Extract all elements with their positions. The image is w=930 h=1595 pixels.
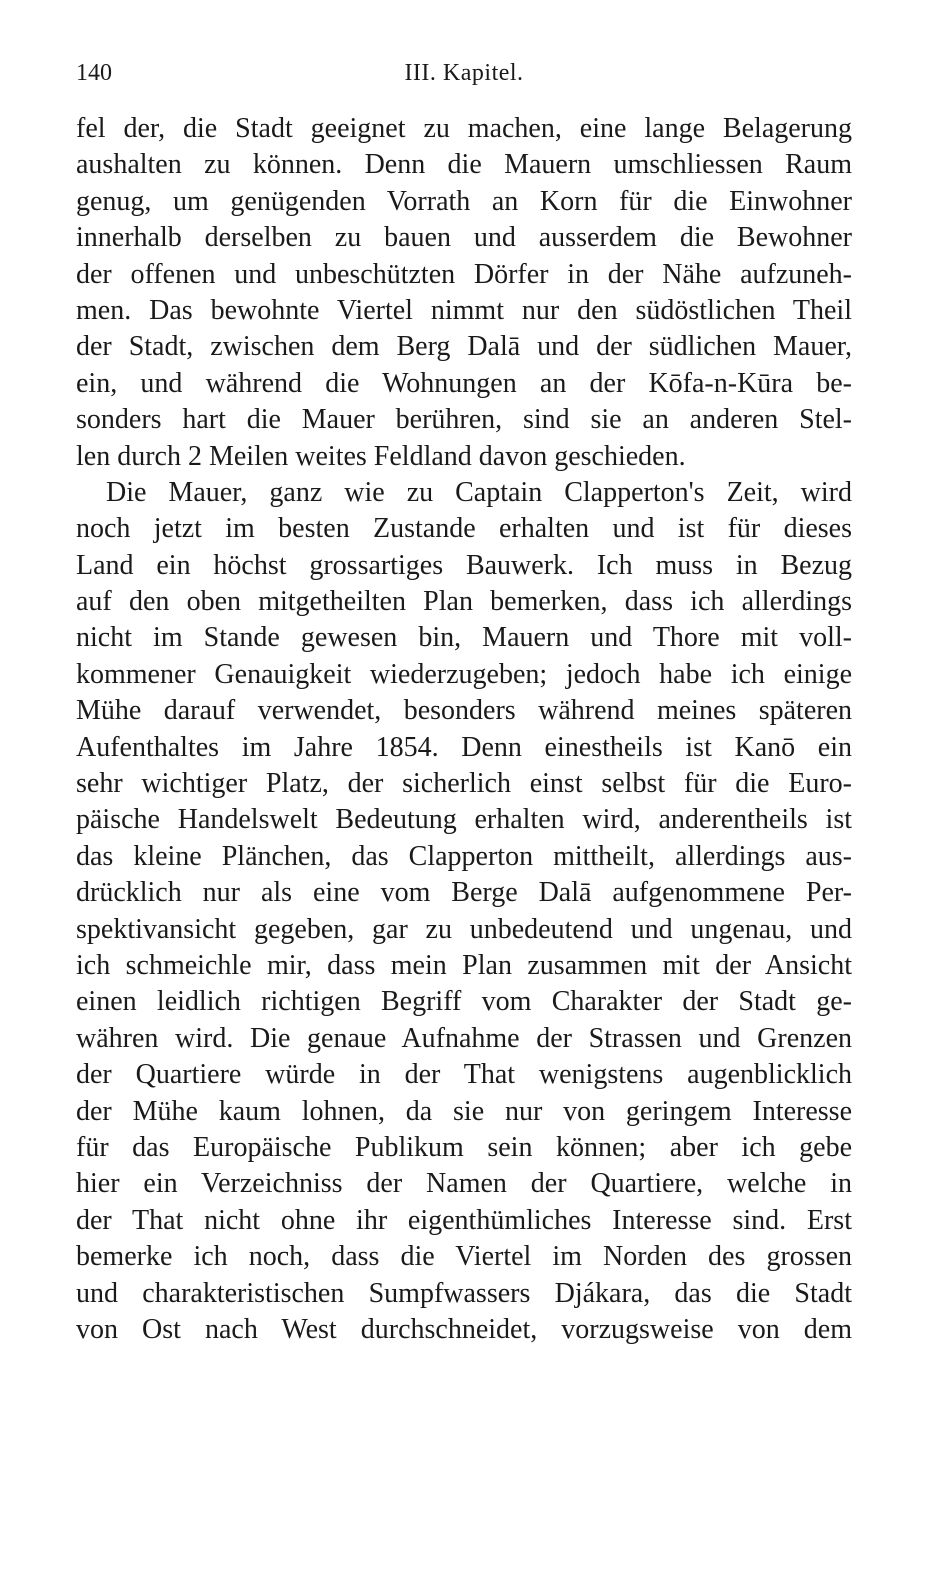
text-line: der That nicht ohne ihr eigenthümliches Interesse sind. Erst bbox=[76, 1204, 852, 1236]
body-text bbox=[76, 111, 852, 1348]
text-line: Die Mauer, ganz wie zu Captain Clapperton's Zeit, wird bbox=[106, 476, 852, 508]
text-line: ich schmeichle mir, dass mein Plan zusammen mit der Ansicht bbox=[76, 949, 852, 981]
text-line: und charakteristischen Sumpfwassers Djákara, das die Stadt bbox=[76, 1277, 852, 1309]
text-line: einen leidlich richtigen Begriff vom Charakter der Stadt ge- bbox=[76, 986, 852, 1018]
running-head: III. Kapitel. bbox=[404, 60, 524, 86]
text-line: sehr wichtiger Platz, der sicherlich einst selbst für die Euro- bbox=[76, 768, 852, 800]
text-line: kommener Genauigkeit wiederzugeben; jedoch habe ich einige bbox=[76, 658, 852, 690]
paragraph-1 bbox=[76, 111, 852, 475]
text-line: bemerke ich noch, dass die Viertel im Norden des grossen bbox=[76, 1241, 852, 1273]
text-line: drücklich nur als eine vom Berge Dalā aufgenommene Per- bbox=[76, 877, 852, 909]
text-line: nicht im Stande gewesen bin, Mauern und Thore mit voll- bbox=[76, 622, 852, 654]
text-line: Aufenthaltes im Jahre 1854. Denn einestheils ist Kanō ein bbox=[76, 731, 852, 763]
text-line: der offenen und unbeschützten Dörfer in der Nähe aufzuneh- bbox=[76, 258, 852, 290]
text-line: für das Europäische Publikum sein können; aber ich gebe bbox=[76, 1131, 852, 1163]
text-line: ein, und während die Wohnungen an der Kōfa-n-Kūra be- bbox=[76, 367, 852, 399]
text-line: Mühe darauf verwendet, besonders während meines späteren bbox=[76, 695, 852, 727]
page-header bbox=[76, 60, 852, 90]
page-number: 140 bbox=[76, 60, 112, 86]
text-line: das kleine Plänchen, das Clapperton mittheilt, allerdings aus- bbox=[76, 840, 852, 872]
text-line: päische Handelswelt Bedeutung erhalten wird, anderentheils ist bbox=[76, 804, 852, 836]
text-line: der Mühe kaum lohnen, da sie nur von geringem Interesse bbox=[76, 1095, 852, 1127]
text-line: der Stadt, zwischen dem Berg Dalā und der südlichen Mauer, bbox=[76, 331, 852, 363]
text-line: fel der, die Stadt geeignet zu machen, eine lange Belagerung bbox=[76, 113, 852, 144]
text-line: Land ein höchst grossartiges Bauwerk. Ich muss in Bezug bbox=[76, 549, 852, 581]
text-line: hier ein Verzeichniss der Namen der Quartiere, welche in bbox=[76, 1168, 852, 1200]
text-line: sonders hart die Mauer berühren, sind sie an anderen Stel- bbox=[76, 404, 852, 436]
text-line: innerhalb derselben zu bauen und ausserdem die Bewohner bbox=[76, 222, 852, 254]
text-line: men. Das bewohnte Viertel nimmt nur den südöstlichen Theil bbox=[76, 294, 852, 326]
text-line: noch jetzt im besten Zustande erhalten und ist für dieses bbox=[76, 513, 852, 545]
paragraph-2 bbox=[76, 475, 852, 1348]
text-line: genug, um genügenden Vorrath an Korn für die Einwohner bbox=[76, 185, 852, 217]
text-line: aushalten zu können. Denn die Mauern umschliessen Raum bbox=[76, 149, 852, 181]
text-line: der Quartiere würde in der That wenigstens augenblicklich bbox=[76, 1059, 852, 1091]
text-line: spektivansicht gegeben, gar zu unbedeutend und ungenau, und bbox=[76, 913, 852, 945]
text-line: auf den oben mitgetheilten Plan bemerken, dass ich allerdings bbox=[76, 586, 852, 618]
text-line: len durch 2 Meilen weites Feldland davon geschieden. bbox=[76, 440, 686, 472]
text-line: von Ost nach West durchschneidet, vorzugsweise von dem bbox=[76, 1313, 852, 1345]
text-line: währen wird. Die genaue Aufnahme der Strassen und Grenzen bbox=[76, 1022, 852, 1054]
